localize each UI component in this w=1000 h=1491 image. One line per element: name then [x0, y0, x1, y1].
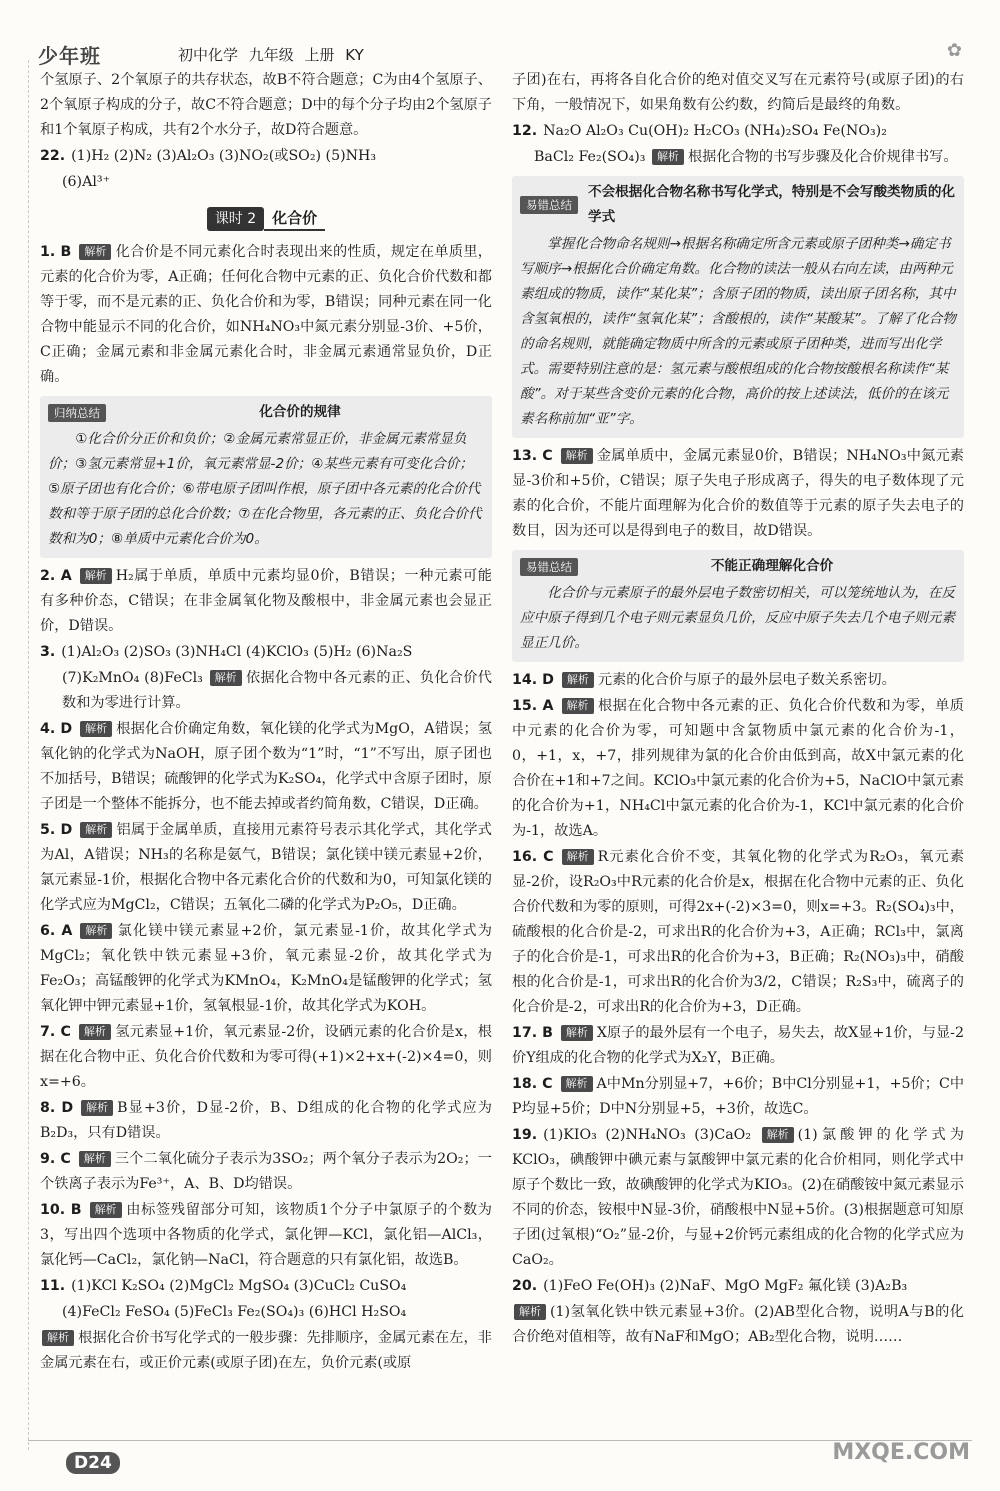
q20: 20. (1)FeO Fe(OH)₃ (2)NaF、MgO MgF₂ 氟化镁 (3)A₂B₃ — [512, 1278, 908, 1294]
q2: 2. A 解析 H₂属于单质，单质中元素均显0价，B错误；一种元素可能有多种价态，C错误；在非金属氧化物及酸根中，非金属元素也会显正价，D错误。 — [40, 568, 492, 634]
q16: 16. C 解析 R元素化合价不变，其氧化物的化学式为R₂O₃，氧元素显-2价，设R₂O₃中R元素的化合价是x，根据在化合物中元素的正、负化合价代数和为零的原则，可得2x+(-2)×3=0，则x=+3。R₂(SO₄)₃中，硫酸根的化合价是-2，可求出R的化合价为+3，A正确；RCl₃中，氯离子的化合价是-1，可求出R的化合价为+3，B正确；R₂(NO₃)₃中，硝酸根的化合价是-1，可求出R的化合价为3/2，C错误；R₂S₃中，硫离子的化合价是-2，可求出R的化合价为+3，D正确。 — [512, 849, 965, 1015]
mistake-box-1 — [512, 176, 964, 438]
mistake-body-2: 化合价与元素原子的最外层电子数密切相关，可以笼统地认为，在反应中原子得到几个电子则元素显负几价，反应中原子失去几个电子则元素显正几价。 — [520, 585, 955, 651]
mistake-box-2 — [512, 550, 964, 662]
mistake-body-1: 掌握化合物命名规则→根据名称确定所含元素或原子团种类→确定书写顺序→根据化合价确定角数。化合物的读法一般从右向左读，由两种元素组成的物质，读作“某化某”；含原子团的物质，读出原子团名称，其中含氢氧根的，读作“氢氧化某”；含酸根的，读作“某酸某”。了解了化合物的命名规则，就能确定物质中所含的元素或原子团种类，进而写出化学式。需要特别注意的是：氢元素与酸根组成的化合物按酸根名称读作“某酸”。对于某些含变价元素的化合物，高价的按上述读法，低价的在该元素名称前加“亚”字。 — [520, 236, 956, 427]
q20-analysis: 解析 (1)氢氧化铁中铁元素显+3价。(2)AB型化合物，说明A与B的化合价绝对值相等，故有NaF和MgO；AB₂型化合物，说明…… — [512, 1304, 964, 1345]
left-column — [40, 68, 492, 1377]
q18: 18. C 解析 A中Mn分别显+7，+6价；B中Cl分别显+1，+5价；C中P均显+5价；D中N分别显+5，+3价，故选C。 — [512, 1076, 965, 1117]
q21-continuation: 个氢原子、2个氧原子的共存状态，故B不符合题意；C为由4个氢原子、2个氧原子构成的分子，故C不符合题意；D中的每个分子均由2个氢原子和1个氧原子构成，共有2个水分子，故D符合题意。 — [40, 72, 492, 138]
mistake-title-2: 不能正确理解化合价 — [710, 558, 834, 574]
q8: 8. D 解析 B显+3价，D显-2价，B、D组成的化合物的化学式应为B₂D₃，只有D错误。 — [40, 1100, 492, 1141]
decoration-icon: ✿ — [946, 40, 962, 61]
watermark: MXQE.COM — [832, 1440, 970, 1465]
q14: 14. D 解析 元素的化合价与原子的最外层电子数关系密切。 — [512, 672, 896, 688]
q1: 1. B 解析 化合价是不同元素化合时表现出来的性质，规定在单质里，元素的化合价为零，A正确；任何化合物中元素的正、负化合价代数和都等于零，而不是元素的正、负化合价和为零，B错误；同种元素在同一化合物中能显示不同的化合价，如NH₄NO₃中氮元素分别显-3价、+5价，C正确；金属元素和非金属元素化合时，非金属元素通常显负价，D正确。 — [40, 244, 492, 385]
q3-line2: (7)K₂MnO₄ (8)FeCl₃ 解析 依据化合物中各元素的正、负化合价代数和为零进行计算。 — [62, 670, 492, 711]
q4: 4. D 解析 根据化合价确定角数，氧化镁的化学式为MgO，A错误；氢氧化钠的化学式为NaOH，原子团个数为“1”时，“1”不写出，原子团也不加括号，B错误；硫酸钾的化学式为K₂SO₄，化学式中含原子团时，原子团是一个整体不能拆分，也不能去掉或者约简角数，C错误，D正确。 — [40, 721, 492, 812]
lesson-heading — [40, 207, 492, 232]
summary-box — [40, 396, 492, 558]
q17: 17. B 解析 X原子的最外层有一个电子，易失去，故X显+1价，与显-2价Y组成的化合物的化学式为X₂Y，B正确。 — [512, 1025, 964, 1066]
q11-continuation: 子团)在右，再将各自化合价的绝对值交叉写在元素符号(或原子团)的右下角，一般情况下，如果角数有公约数，约简后是最终的角数。 — [512, 72, 964, 113]
q5: 5. D 解析 铝属于金属单质，直接用元素符号表示其化学式，其化学式为Al，A错误；NH₃的名称是氨气，B错误；氯化镁中镁元素显+2价，氯元素显-1价，根据化合物中各元素化合价的代数和为0，可知氯化镁的化学式应为MgCl₂，C错误；五氧化二磷的化学式为P₂O₅，D正确。 — [40, 822, 492, 913]
margin-line — [28, 60, 30, 1450]
footer-rule — [28, 1440, 972, 1441]
q6: 6. A 解析 氯化镁中镁元素显+2价，氯元素显-1价，故其化学式为MgCl₂；氧化铁中铁元素显+3价，氧元素显-2价，故其化学式为Fe₂O₃；高锰酸钾的化学式为KMnO₄，K₂MnO₄是锰酸钾的化学式；氢氧化钾中钾元素显+1价，氢氧根显-1价，故其化学式为KOH。 — [40, 923, 492, 1014]
q13: 13. C 解析 金属单质中，金属元素显0价，B错误；NH₄NO₃中氮元素显-3价和+5价，C错误；原子失电子形成离子，得失的电子数体现了元素的化合价，不能片面理解为化合价的数值等于元素的原子失去电子的数目，因为还可以是得到电子的数目，故D错误。 — [512, 448, 964, 539]
brand-logo: 少年班 — [38, 44, 101, 68]
q3: 3. (1)Al₂O₃ (2)SO₃ (3)NH₄Cl (4)KClO₃ (5)H₂ (6)Na₂S — [40, 644, 413, 660]
summary-label: 归纳总结 — [48, 404, 106, 422]
summary-body: ①化合价分正价和负价；②金属元素常显正价，非金属元素常显负价；③氢元素常显+1价，氧元素常显-2价；④某些元素有可变化合价；⑤原子团也有化合价；⑥带电原子团叫作根，原子团中各元素的化合价代数和等于原子团的总化合价数；⑦在化合物里，各元素的正、负化合价代数和为0；⑧单质中元素化合价为0。 — [48, 431, 482, 547]
q11-analysis: 解析 根据化合价书写化学式的一般步骤：先排顺序，金属元素在左，非金属元素在右，或正价元素(或原子团)在左，负价元素(或原 — [40, 1330, 492, 1371]
q12-line2: BaCl₂ Fe₂(SO₄)₃ 解析 根据化合物的书写步骤及化合价规律书写。 — [534, 149, 958, 165]
q12: 12. Na₂O Al₂O₃ Cu(OH)₂ H₂CO₃ (NH₄)₂SO₄ Fe(NO₃)₂ — [512, 123, 887, 139]
mistake-label-2: 易错总结 — [520, 558, 578, 576]
q19: 19. (1)KIO₃ (2)NH₄NO₃ (3)CaO₂ 解析 (1)氯酸钾的化学式为KClO₃，碘酸钾中碘元素与氯酸钾中氯元素的化合价相同，则化学式中原子个数比一致，故碘酸钾的化学式为KIO₃。(2)在硝酸铵中氮元素显示不同的价态，铵根中N显-3价，硝酸根中N显+5价。(3)根据题意可知原子团(过氧根)“O₂”显-2价，与显+2价钙元素组成的化合物的化学式应为CaO₂。 — [512, 1127, 964, 1268]
mistake-title-1: 不会根据化合物名称书写化学式，特别是不会写酸类物质的化学式 — [588, 184, 956, 225]
summary-title: 化合价的规律 — [259, 404, 341, 420]
right-column — [512, 68, 964, 1351]
q7: 7. C 解析 氢元素显+1价，氧元素显-2价，设硒元素的化合价是x，根据在化合物中正、负化合价代数和为零可得(+1)×2+x+(-2)×4=0，则x=+6。 — [40, 1024, 492, 1090]
header-title: 初中化学 九年级 上册 KY — [178, 46, 364, 64]
lesson-title: 化合价 — [264, 207, 325, 231]
q10: 10. B 解析 由标签残留部分可知，该物质1个分子中氯原子的个数为3，写出四个选项中各物质的化学式，氯化钾—KCl，氯化铝—AlCl₃，氯化钙—CaCl₂，氯化钠—NaCl，符合题意的只有氯化铝，故选B。 — [40, 1202, 492, 1268]
q22: 22. (1)H₂ (2)N₂ (3)Al₂O₃ (3)NO₂(或SO₂) (5)NH₃ — [40, 148, 377, 164]
analysis-tag: 解析 — [79, 244, 111, 260]
q15: 15. A 解析 根据在化合物中各元素的正、负化合价代数和为零，单质中元素的化合价为零，可知题中含氯物质中氯元素的化合价为-1，0，+1，x，+7，排列规律为氯的化合价由低到高，故X中氯元素的化合价在+1和+7之间。KClO₃中氯元素的化合价为+5，NaClO中氯元素的化合价为+1，NH₄Cl中氯元素的化合价为-1，KCl中氯元素的化合价为-1，故选A。 — [512, 698, 964, 839]
page-number: D24 — [66, 1452, 120, 1474]
q11: 11. (1)KCl K₂SO₄ (2)MgCl₂ MgSO₄ (3)CuCl₂ CuSO₄ — [40, 1278, 407, 1294]
q11-line2: (4)FeCl₂ FeSO₄ (5)FeCl₃ Fe₂(SO₄)₃ (6)HCl H₂SO₄ — [62, 1304, 407, 1320]
mistake-label-1: 易错总结 — [520, 196, 578, 214]
q9: 9. C 解析 三个二氧化硫分子表示为3SO₂；两个氧分子表示为2O₂；一个铁离子表示为Fe³⁺，A、B、D均错误。 — [40, 1151, 492, 1192]
lesson-label: 课时 2 — [207, 207, 264, 231]
q22-line2: (6)Al³⁺ — [62, 174, 111, 190]
